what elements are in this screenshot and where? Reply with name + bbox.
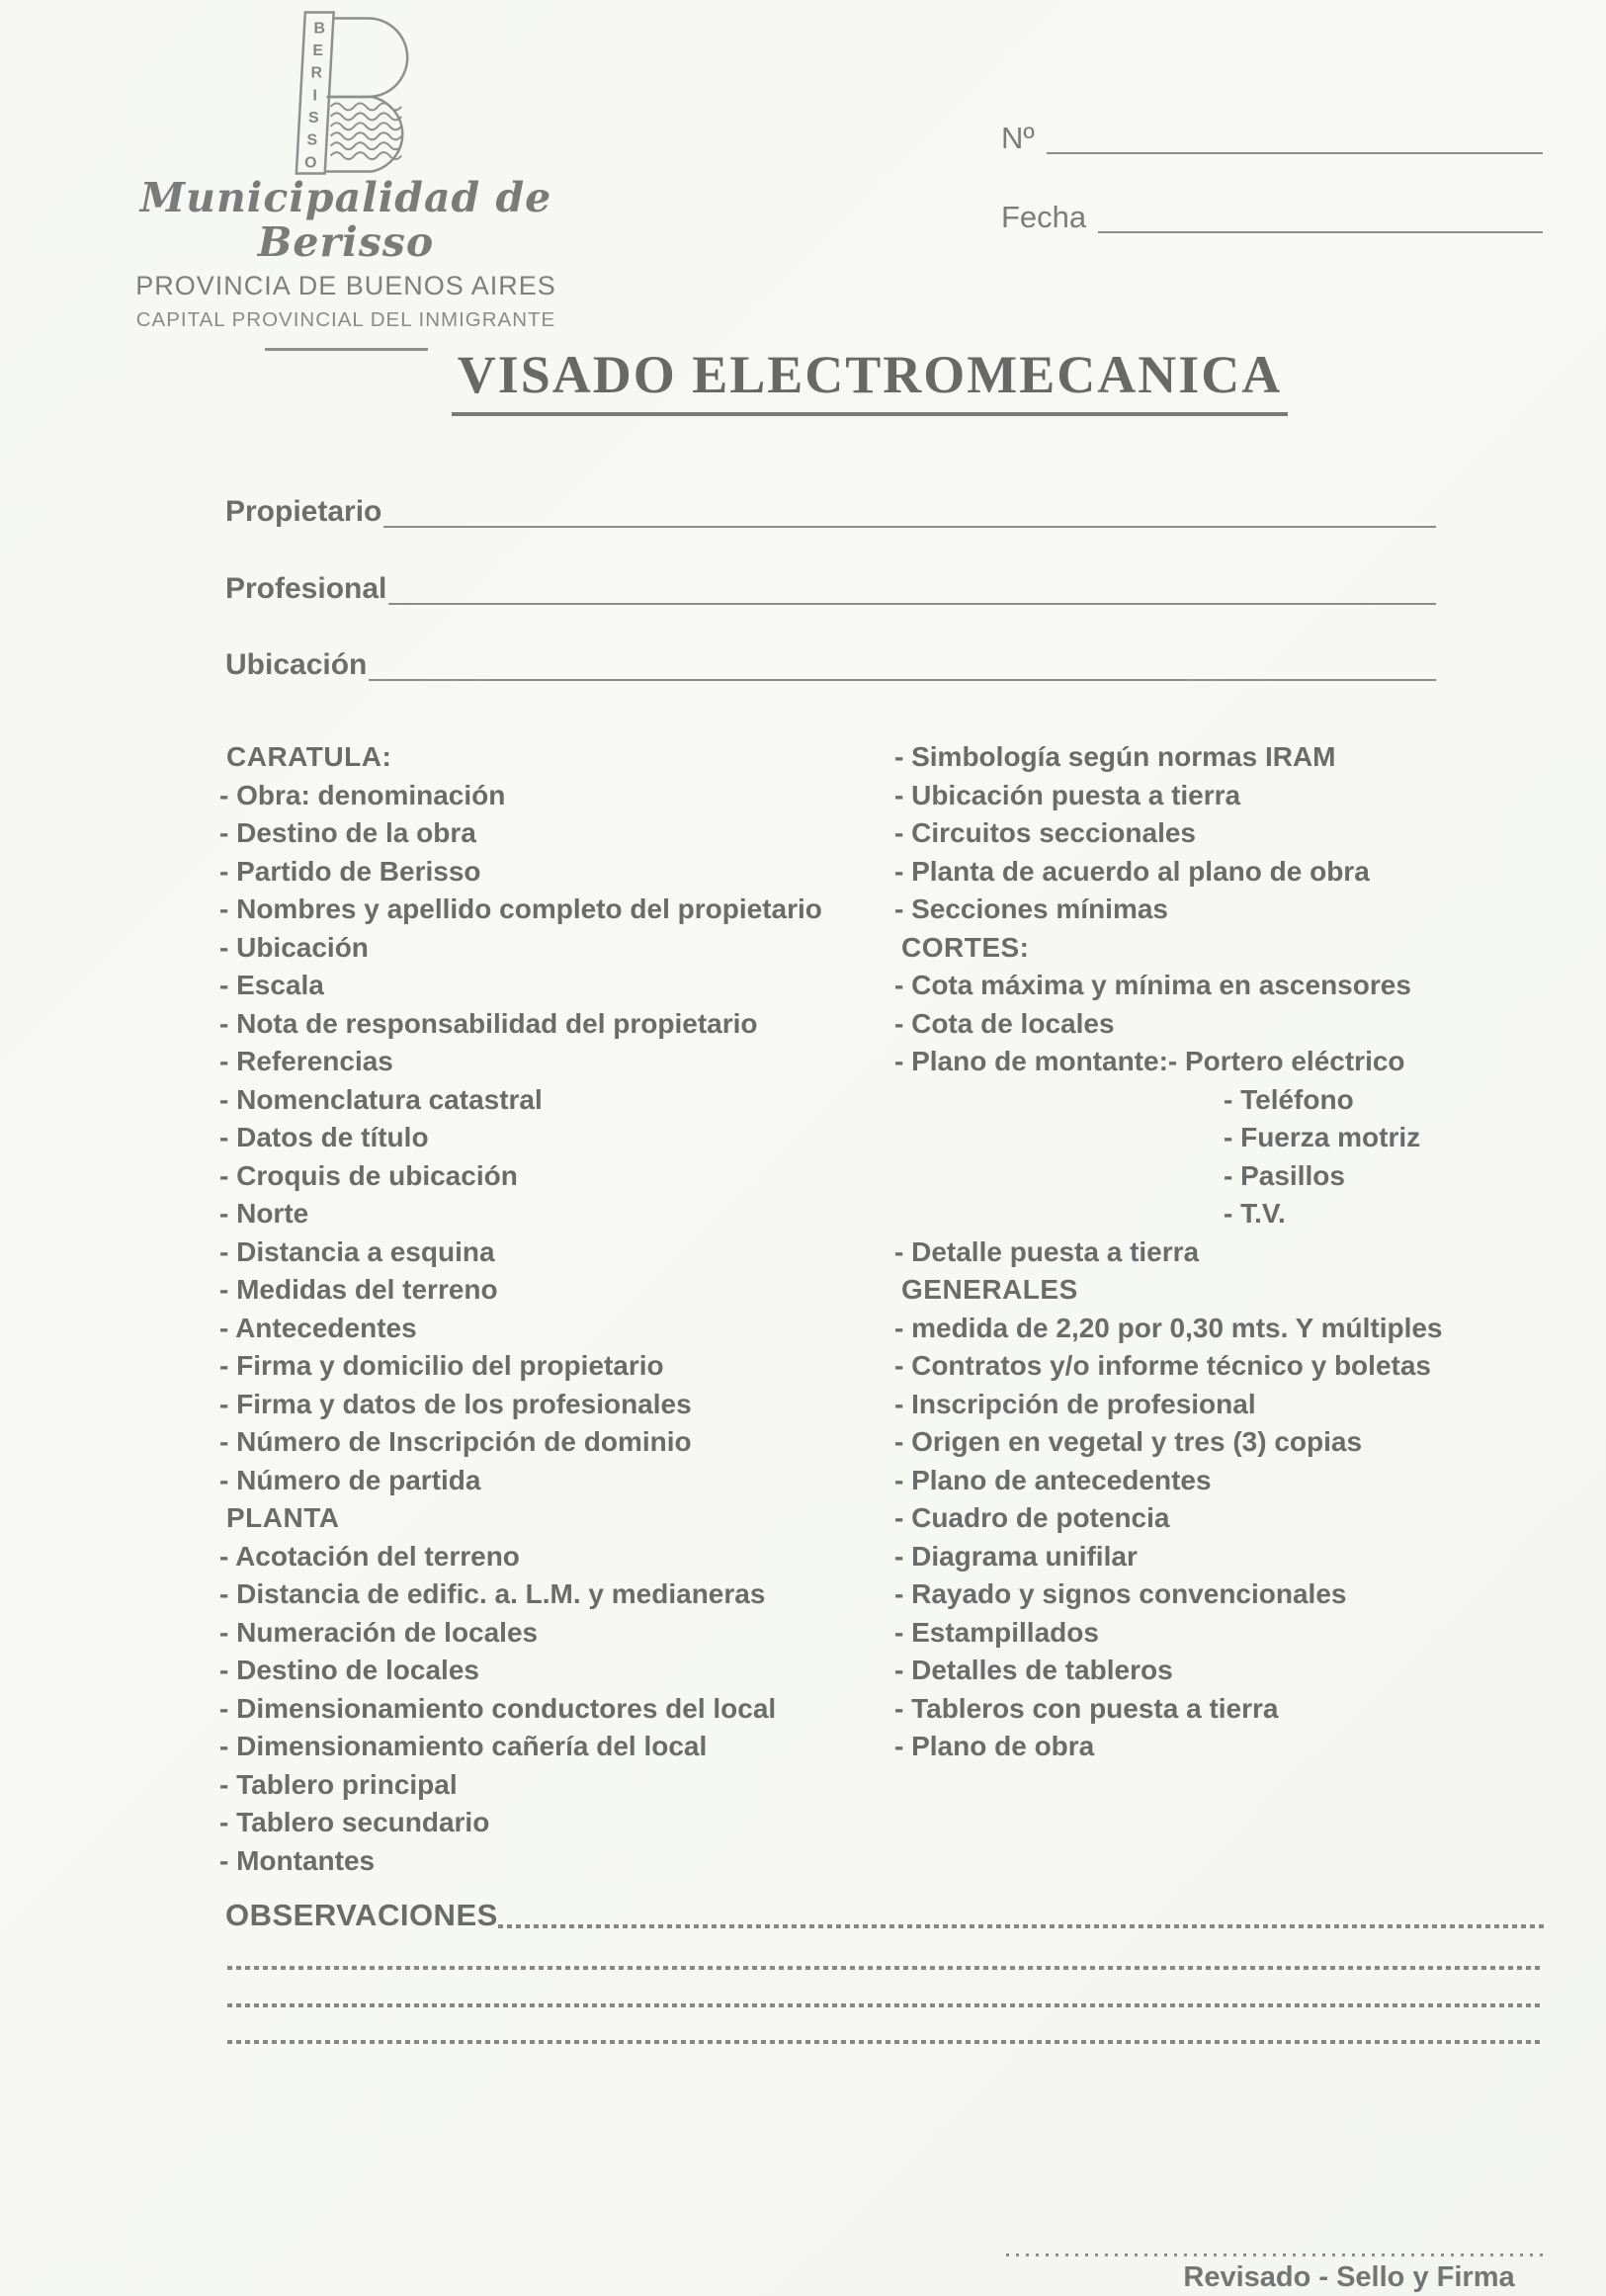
profesional-field-row <box>225 569 1436 606</box>
header-divider <box>265 348 428 351</box>
checklist-item: - T.V. <box>1224 1198 1286 1229</box>
logo-letter: E <box>312 43 324 60</box>
checklist-left-column <box>219 738 880 1880</box>
checklist-item: - Dimensionamiento cañería del local <box>219 1731 708 1761</box>
checklist-item: - Tableros con puesta a tierra <box>894 1692 1279 1724</box>
checklist-item: - Secciones mínimas <box>894 893 1169 924</box>
checklist-item: - Firma y domicilio del propietario <box>219 1350 664 1381</box>
checklist-item: - Rayado y signos convencionales <box>894 1578 1347 1609</box>
water-wave-icon <box>331 132 402 139</box>
logo-letter: S <box>307 110 319 128</box>
checklist-item: - Número de Inscripción de dominio <box>219 1426 692 1457</box>
checklist-section-header: GENERALES <box>901 1274 1078 1305</box>
checklist-item: - Escala <box>219 970 324 1000</box>
title-wrap <box>415 344 1324 416</box>
checklist-item: - Cuadro de potencia <box>894 1502 1170 1533</box>
observaciones-dotted-line <box>227 2040 1544 2044</box>
checklist-item: - Ubicación <box>219 931 369 963</box>
propietario-field-row <box>225 492 1436 529</box>
checklist-item: - Planta de acuerdo al plano de obra <box>894 855 1370 887</box>
logo-letter: S <box>306 131 318 149</box>
logo-letter: O <box>304 154 317 172</box>
numero-row <box>1001 117 1543 156</box>
checklist-item: - Nota de responsabilidad del propietario <box>219 1007 758 1039</box>
checklist-item: - Antecedentes <box>219 1312 417 1343</box>
checklist-item: - Norte <box>219 1198 309 1229</box>
water-wave-icon <box>331 113 402 120</box>
checklist-item: - Contratos y/o informe técnico y boletas <box>894 1350 1431 1381</box>
observaciones-dotted-line <box>227 2003 1544 2007</box>
checklist-item: - Origen en vegetal y tres (3) copias <box>894 1426 1363 1457</box>
checklist-item: - Distancia a esquina <box>219 1235 495 1267</box>
propietario-label: Propietario <box>225 495 382 528</box>
logo-letter: R <box>310 64 322 82</box>
revisado-sello-firma-caption: Revisado - Sello y Firma <box>1183 2261 1515 2293</box>
fecha-blank-line <box>1098 196 1543 233</box>
checklist-item: - Referencias <box>219 1046 393 1076</box>
checklist-item: - Cota máxima y mínima en ascensores <box>894 970 1411 1000</box>
checklist-item: - Plano de obra <box>894 1731 1095 1761</box>
observaciones-dotted-line <box>498 1924 1545 1928</box>
ubicacion-field-row <box>225 645 1436 682</box>
ubicacion-label: Ubicación <box>225 648 368 681</box>
signature-dotted-line <box>1006 2253 1548 2256</box>
header-identity-block <box>94 176 598 351</box>
checklist-item: - Destino de la obra <box>219 817 476 848</box>
logo-letter: I <box>312 87 317 105</box>
checklist-item: - Detalles de tableros <box>894 1655 1173 1685</box>
checklist-item: - Tablero secundario <box>219 1807 490 1837</box>
checklist-item: - Fuerza motriz <box>1224 1122 1421 1152</box>
checklist-item: - Diagrama unifilar <box>894 1540 1138 1572</box>
checklist-item: - Obra: denominación <box>219 779 506 810</box>
checklist-item: - Montantes <box>219 1844 376 1876</box>
observaciones-dotted-line <box>227 1966 1544 1970</box>
checklist-item: - Cota de locales <box>894 1007 1115 1039</box>
fecha-row <box>1001 196 1543 235</box>
logo-vertical-letters <box>304 20 325 171</box>
checklist-item: - Nombres y apellido completo del propietario <box>219 893 822 924</box>
checklist-section-header: CARATULA: <box>226 741 392 772</box>
checklist-item: - Acotación del terreno <box>219 1540 520 1572</box>
capital-tagline: CAPITAL PROVINCIAL DEL INMIGRANTE <box>135 308 556 332</box>
water-wave-icon <box>331 103 402 110</box>
checklist-item: - Teléfono <box>1224 1083 1354 1115</box>
profesional-blank-line <box>388 569 1436 605</box>
checklist-item: - Croquis de ubicación <box>219 1159 518 1191</box>
checklist-item: - Datos de título <box>219 1122 429 1152</box>
checklist-item: - Circuitos seccionales <box>894 817 1197 848</box>
profesional-label: Profesional <box>225 572 387 605</box>
checklist-item: - Detalle puesta a tierra <box>894 1235 1200 1267</box>
checklist-item: - Simbología según normas IRAM <box>894 741 1336 772</box>
checklist-item: - Plano de montante:- Portero eléctrico <box>894 1046 1405 1076</box>
checklist-item: - Plano de antecedentes <box>894 1464 1212 1495</box>
checklist-item: - Nomenclatura catastral <box>219 1083 543 1115</box>
checklist-item: - Tablero principal <box>219 1768 458 1800</box>
numero-blank-line <box>1047 117 1543 154</box>
water-wave-icon <box>331 123 402 129</box>
ubicacion-blank-line <box>369 645 1436 681</box>
checklist-item: - Firma y datos de los profesionales <box>219 1388 692 1419</box>
checklist-item: - Ubicación puesta a tierra <box>894 779 1241 810</box>
numero-label: Nº <box>1001 121 1035 155</box>
fecha-label: Fecha <box>1001 200 1087 234</box>
water-wave-icon <box>331 142 402 149</box>
observaciones-label: OBSERVACIONES <box>225 1898 498 1932</box>
logo-upper-bowl <box>327 18 408 97</box>
checklist-item: - Destino de locales <box>219 1655 479 1685</box>
checklist-section-header: CORTES: <box>901 931 1030 963</box>
checklist-item: - medida de 2,20 por 0,30 mts. Y múltiples <box>894 1312 1443 1343</box>
water-wave-icon <box>331 152 402 159</box>
checklist-item: - Distancia de edific. a. L.M. y medianeras <box>219 1578 766 1609</box>
checklist-item: - Número de partida <box>219 1464 481 1495</box>
checklist-item: - Medidas del terreno <box>219 1274 498 1305</box>
observaciones-row <box>225 1898 1545 1933</box>
checklist-item: - Numeración de locales <box>219 1616 539 1648</box>
checklist-section-header: PLANTA <box>226 1502 340 1533</box>
checklist-right-column <box>894 738 1586 1766</box>
municipality-name: Municipalidad de Berisso <box>139 174 552 267</box>
province-label: PROVINCIA DE BUENOS AIRES <box>135 271 556 301</box>
propietario-blank-line <box>383 492 1436 528</box>
checklist-item: - Partido de Berisso <box>219 855 481 887</box>
checklist-item: - Pasillos <box>1224 1159 1345 1191</box>
logo-letter: B <box>313 20 325 38</box>
checklist-item: - Dimensionamiento conductores del local <box>219 1692 777 1724</box>
page-title: VISADO ELECTROMECANICA <box>452 344 1289 416</box>
checklist-item: - Inscripción de profesional <box>894 1388 1256 1419</box>
berisso-crest-icon <box>275 6 437 180</box>
checklist-item: - Estampillados <box>894 1616 1099 1648</box>
